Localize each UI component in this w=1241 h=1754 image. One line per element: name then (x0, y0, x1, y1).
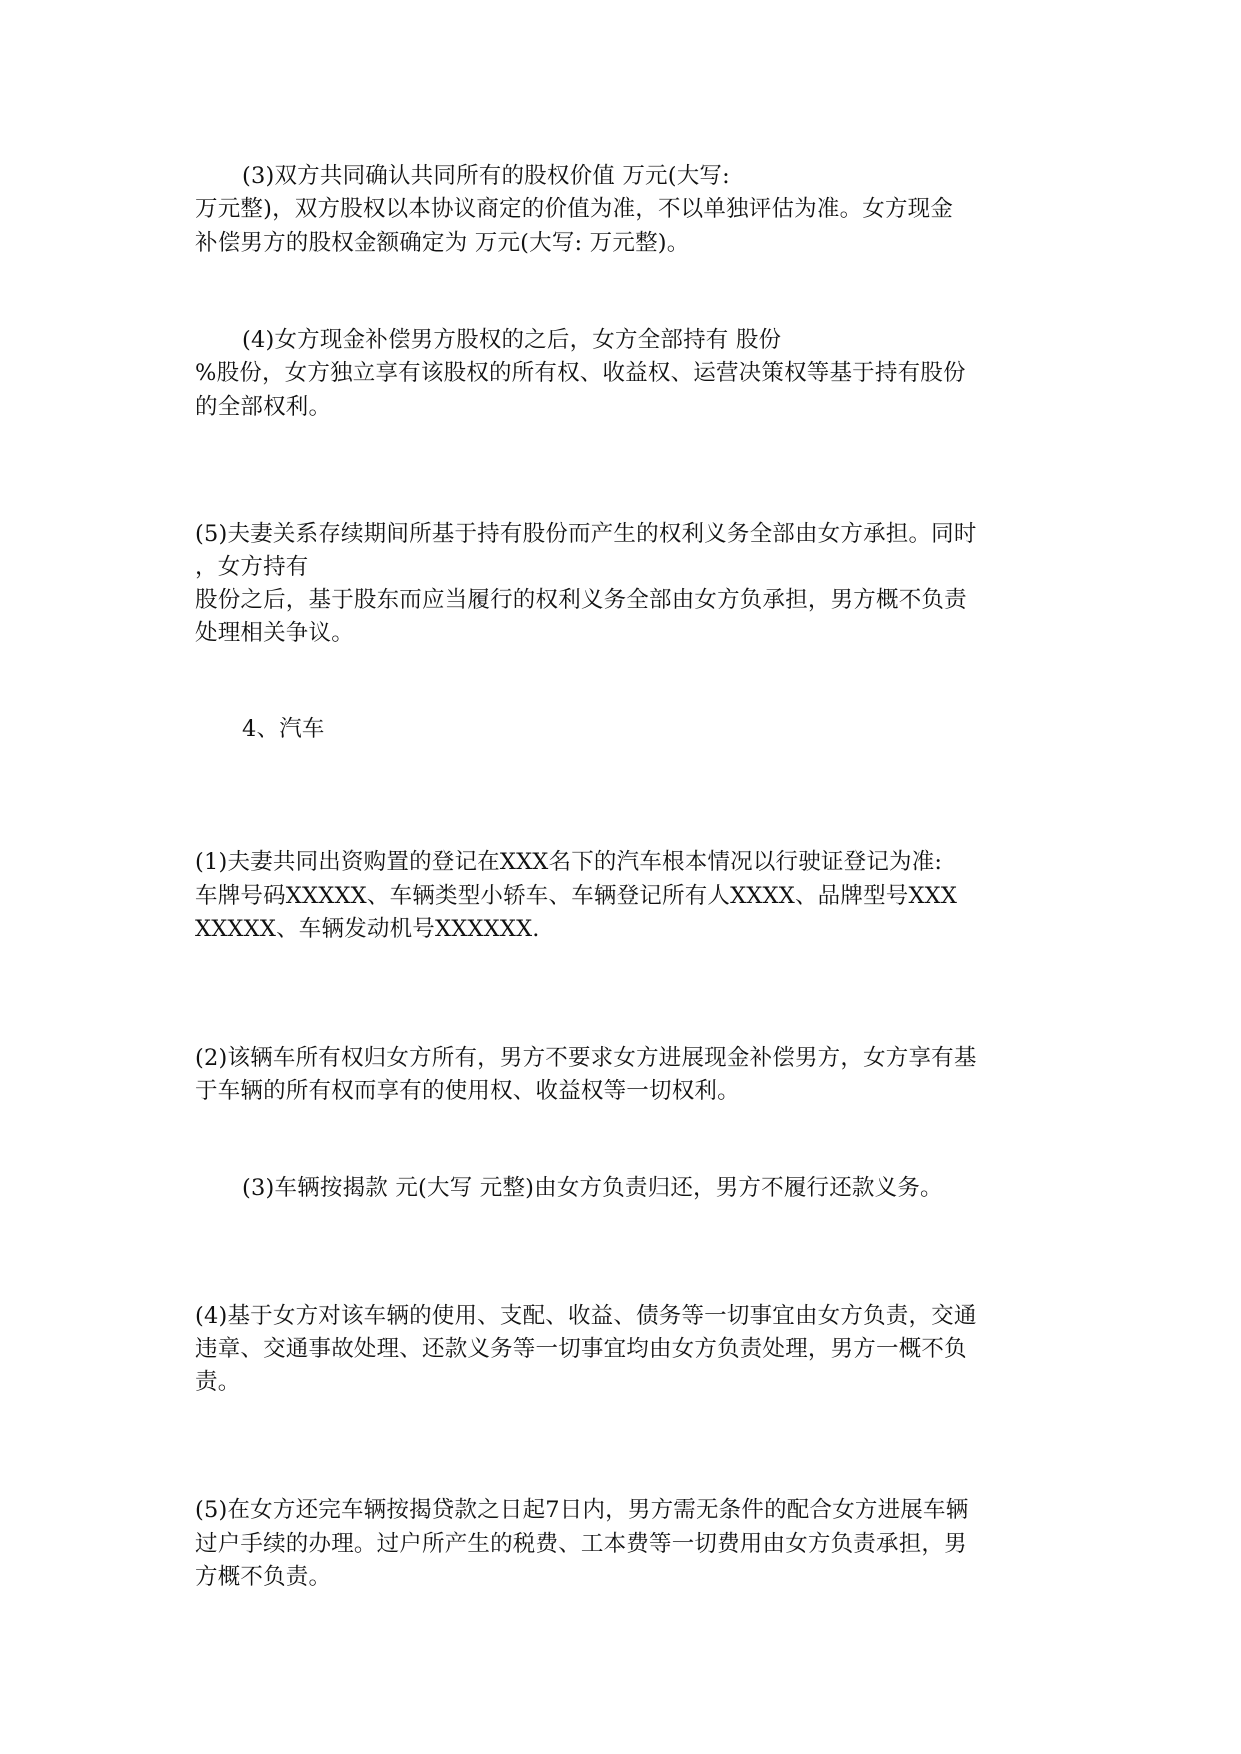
paragraph-equity-5-line-3: 股份之后，基于股东而应当履行的权利义务全部由女方负承担，男方概不负责 (195, 587, 967, 613)
paragraph-car-4-line-1: (4)基于女方对该车辆的使用、支配、收益、债务等一切事宜由女方负责，交通 (195, 1303, 977, 1329)
paragraph-car-3-line-1: (3)车辆按揭款 元(大写 元整)由女方负责归还，男方不履行还款义务。 (242, 1175, 943, 1201)
paragraph-car-2-line-1: (2)该辆车所有权归女方所有，男方不要求女方进展现金补偿男方，女方享有基 (195, 1045, 977, 1071)
paragraph-equity-3-line-1: (3)双方共同确认共同所有的股权价值 万元(大写: (242, 163, 730, 189)
paragraph-equity-4-line-3: 的全部权利。 (195, 394, 332, 420)
paragraph-car-4-line-2: 违章、交通事故处理、还款义务等一切事宜均由女方负责处理，男方一概不负 (195, 1336, 967, 1362)
paragraph-car-1-line-1: (1)夫妻共同出资购置的登记在XXX名下的汽车根本情况以行驶证登记为准: (195, 849, 943, 875)
paragraph-car-5-line-2: 过户手续的办理。过户所产生的税费、工本费等一切费用由女方负责承担，男 (195, 1531, 967, 1557)
paragraph-equity-4-line-2: %股份，女方独立享有该股权的所有权、收益权、运营决策权等基于持有股份 (195, 360, 966, 386)
paragraph-car-2-line-2: 于车辆的所有权而享有的使用权、收益权等一切权利。 (195, 1078, 740, 1104)
paragraph-equity-4-line-1: (4)女方现金补偿男方股权的之后，女方全部持有 股份 (242, 327, 782, 353)
paragraph-car-1-line-3: XXXXX、车辆发动机号XXXXXX. (195, 916, 540, 942)
paragraph-equity-5-line-1: (5)夫妻关系存续期间所基于持有股份而产生的权利义务全部由女方承担。同时 (195, 521, 977, 547)
paragraph-car-5-line-3: 方概不负责。 (195, 1564, 332, 1590)
paragraph-equity-3-line-2: 万元整)，双方股权以本协议商定的价值为准，不以单独评估为准。女方现金 (195, 196, 954, 222)
section-heading-car: 4、汽车 (242, 716, 325, 742)
paragraph-car-1-line-2: 车牌号码XXXXX、车辆类型小轿车、车辆登记所有人XXXX、品牌型号XXX (195, 883, 958, 909)
paragraph-car-4-line-3: 责。 (195, 1369, 241, 1395)
paragraph-equity-5-line-4: 处理相关争议。 (195, 620, 354, 646)
paragraph-car-5-line-1: (5)在女方还完车辆按揭贷款之日起7日内，男方需无条件的配合女方进展车辆 (195, 1497, 969, 1523)
paragraph-equity-3-line-3: 补偿男方的股权金额确定为 万元(大写: 万元整)。 (195, 230, 690, 256)
paragraph-equity-5-line-2: ，女方持有 (195, 554, 309, 580)
